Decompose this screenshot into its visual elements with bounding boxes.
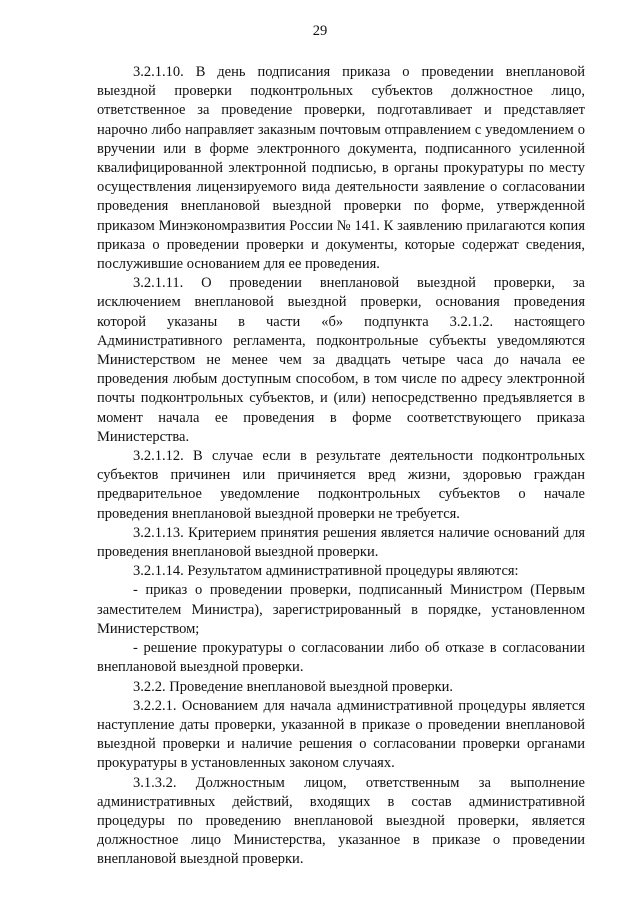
paragraph-3-2-1-10: 3.2.1.10. В день подписания приказа о проведении внеплановой выездной проверки подконтрольных субъектов должностное лицо, ответственное за проведение проверки, подготавливает и представляет нарочно либо направляет заказным почтовым отправлением с уведомлением о вручении или в форме электронного документа, подписанного усиленной квалифицированной электронной подписью, в органы прокуратуры по месту осуществления лицензируемого вида деятельности заявление о согласовании проведения внеплановой выездной проверки по форме, утвержденной приказом Минэкономразвития России № 141. К заявлению прилагаются копия приказа о проведении проверки и документы, которые содержат сведения, послужившие основанием для ее проведения.	[97, 64, 585, 273]
list-item-order: - приказ о проведении проверки, подписанный Министром (Первым заместителем Министра), зарегистрированный в порядке, установленном Министерством;	[97, 582, 585, 637]
paragraph-3-2-2-1: 3.2.2.1. Основанием для начала административной процедуры является наступление даты проверки, указанной в приказе о проведении внеплановой выездной проверки и наличие решения о согласовании проверки органами прокуратуры в установленных законом случаях.	[97, 697, 585, 772]
page-number: 29	[312, 23, 328, 39]
paragraph-3-2-1-11: 3.2.1.11. О проведении внеплановой выездной проверки, за исключением внеплановой выездной проверки, основания проведения которой указаны в части «б» подпункта 3.2.1.2. настоящего Административного регламента, подконтрольные субъекты уведомляются Министерством не менее чем за двадцать четыре часа до начала ее проведения любым доступным способом, в том числе по адресу электронной почты подконтрольных субъектов, и (или) непосредственно предъявляется в момент начала ее проведения в форме соответствующего приказа Министерства.	[97, 275, 585, 445]
document-body	[97, 63, 585, 870]
section-heading-3-2-2: 3.2.2. Проведение внеплановой выездной проверки.	[133, 678, 454, 695]
paragraph-3-2-1-14: 3.2.1.14. Результатом административной процедуры являются:	[133, 563, 519, 580]
paragraph-3-2-1-12: 3.2.1.12. В случае если в результате деятельности подконтрольных субъектов причинен или причиняется вред жизни, здоровью граждан предварительное уведомление подконтрольных субъектов о начале проведения внеплановой выездной проверки не требуется.	[97, 448, 585, 522]
paragraph-3-2-1-13: 3.2.1.13. Критерием принятия решения является наличие оснований для проведения внеплановой выездной проверки.	[97, 524, 585, 561]
list-item-prosecutor-decision: - решение прокуратуры о согласовании либо об отказе в согласовании внеплановой выездной проверки.	[97, 640, 585, 676]
paragraph-3-1-3-2: 3.1.3.2. Должностным лицом, ответственным за выполнение административных действий, входящих в состав административной процедуры по проведению внеплановой выездной проверки, является должностное лицо Министерства, указанное в приказе о проведении внеплановой выездной проверки.	[97, 774, 585, 868]
